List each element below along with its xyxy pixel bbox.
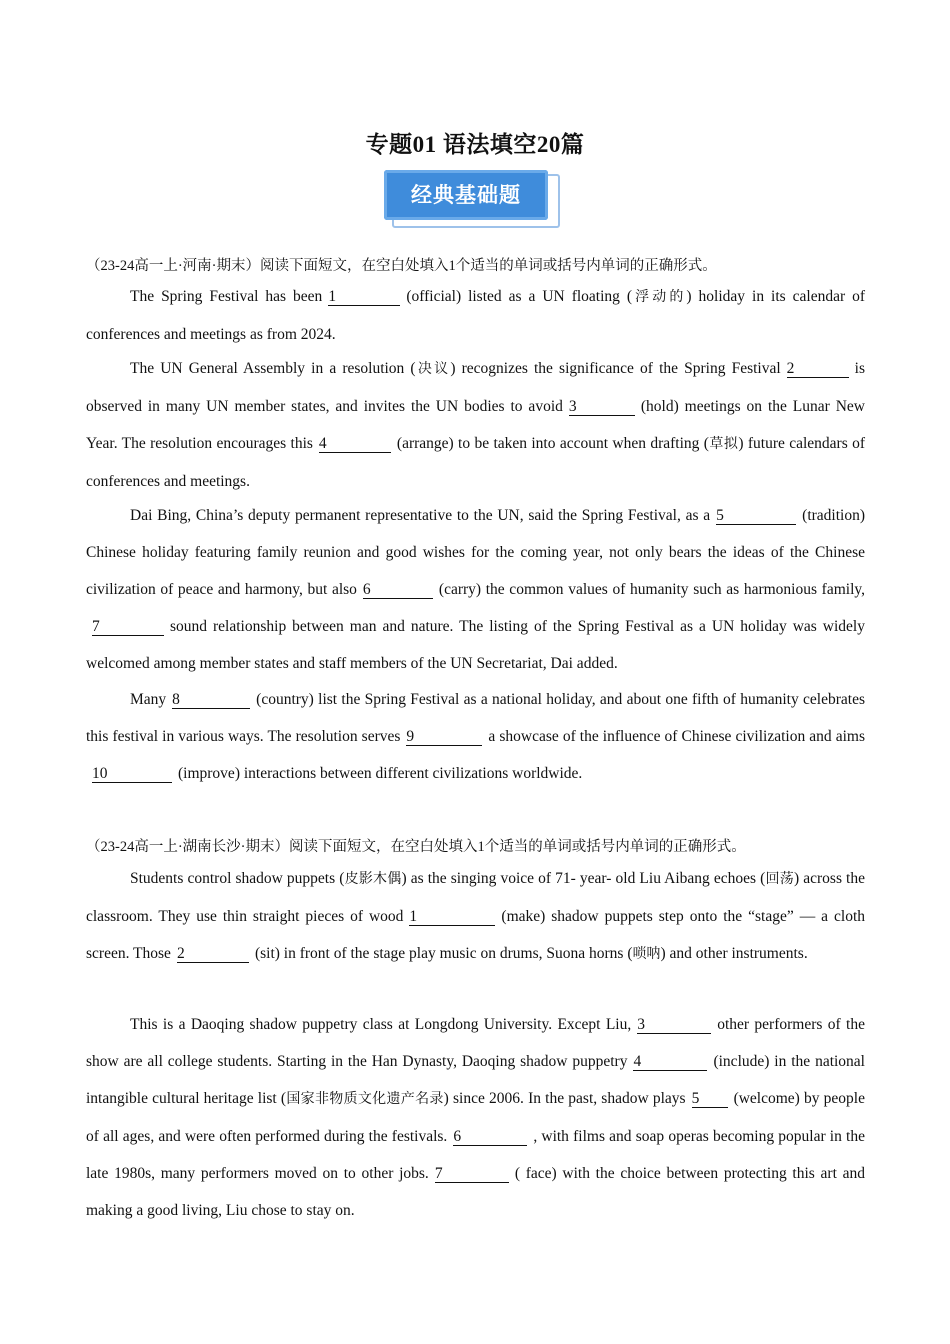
blank-4: 4 (319, 435, 391, 453)
blank-7: 7 (92, 618, 164, 636)
passage2-source: （23-24高一上·湖南长沙·期末）阅读下面短文，在空白处填入1个适当的单词或括号内单词的正确形式。 (86, 839, 746, 855)
passage1-source: （23-24高一上·河南·期末）阅读下面短文，在空白处填入1个适当的单词或括号内单词的正确形式。 (86, 258, 717, 274)
category-badge (384, 170, 560, 230)
blank-1: 1 (409, 908, 495, 926)
blank-5: 5 (692, 1090, 728, 1108)
badge-label: 经典基础题 (384, 170, 548, 220)
blank-3: 3 (637, 1016, 711, 1034)
page-title: 专题01 语法填空20篇 (365, 132, 585, 157)
blank-3: 3 (569, 398, 635, 416)
passage1-paragraph3: Dai Bing, China’s deputy permanent representative to the UN, said the Spring Festival, as a 5 (tradition) Chinese holiday featuring family reunion and good wishes for the coming year, not only bears the ideas of the Chinese civilization of peace and harmony, but also 6 (carry) the common values of humanity such as harmonious family,7 sound relationship between man and nature. The listing of the Spring Festival as a UN holiday was widely welcomed among member states and staff members of the UN Secretariat, Dai added. (86, 507, 865, 672)
passage1-paragraph1: The Spring Festival has been 1 (official) listed as a UN floating (浮动的) holiday in its calendar of conferences and meetings as from 2024. (86, 288, 866, 343)
blank-7: 7 (435, 1165, 509, 1183)
blank-6: 6 (363, 581, 433, 599)
blank-4: 4 (633, 1053, 707, 1071)
blank-2: 2 (787, 360, 849, 378)
passage2-paragraph2: This is a Daoqing shadow puppetry class at Longdong University. Except Liu, 3 other performers of the show are all college students. Starting in the Han Dynasty, Daoqing shadow puppetry 4 (include) in the national intangible cultural heritage list (国家非物质文化遗产名录) since 2006. In the past, shadow plays 5 (welcome) by people of all ages, and were often performed during the festivals. 6 , with films and soap operas becoming popular in the late 1980s, many performers moved on to other jobs. 7 ( face) with the choice between protecting this art and making a good living, Liu chose to stay on. (86, 1016, 865, 1219)
blank-8: 8 (172, 691, 250, 709)
blank-9: 9 (406, 728, 482, 746)
blank-1: 1 (328, 288, 400, 306)
passage1-paragraph4: Many 8 (country) list the Spring Festival as a national holiday, and about one fifth of humanity celebrates this festival in various ways. The resolution serves 9 a showcase of the influence of Chinese civilization and aims10 (improve) interactions between different civilizations worldwide. (86, 691, 865, 782)
blank-6: 6 (453, 1128, 527, 1146)
passage2-paragraph1: Students control shadow puppets (皮影木偶) as the singing voice of 71- year- old Liu Aibang echoes (回荡) across the classroom. They use thin straight pieces of wood 1 (make) shadow puppets step onto the “stage” — a cloth screen. Those 2 (sit) in front of the stage play music on drums, Suona horns (唢呐) and other instruments. (86, 870, 866, 962)
blank-5: 5 (716, 507, 796, 525)
blank-10: 10 (92, 765, 172, 783)
passage1-paragraph2: The UN General Assembly in a resolution (决议) recognizes the significance of the Spring Festival 2 is observed in many UN member states, and invites the UN bodies to avoid 3 (hold) meetings on the Lunar New Year. The resolution encourages this 4 (arrange) to be taken into account when drafting (草拟) future calendars of conferences and meetings. (86, 360, 866, 490)
blank-2: 2 (177, 945, 249, 963)
